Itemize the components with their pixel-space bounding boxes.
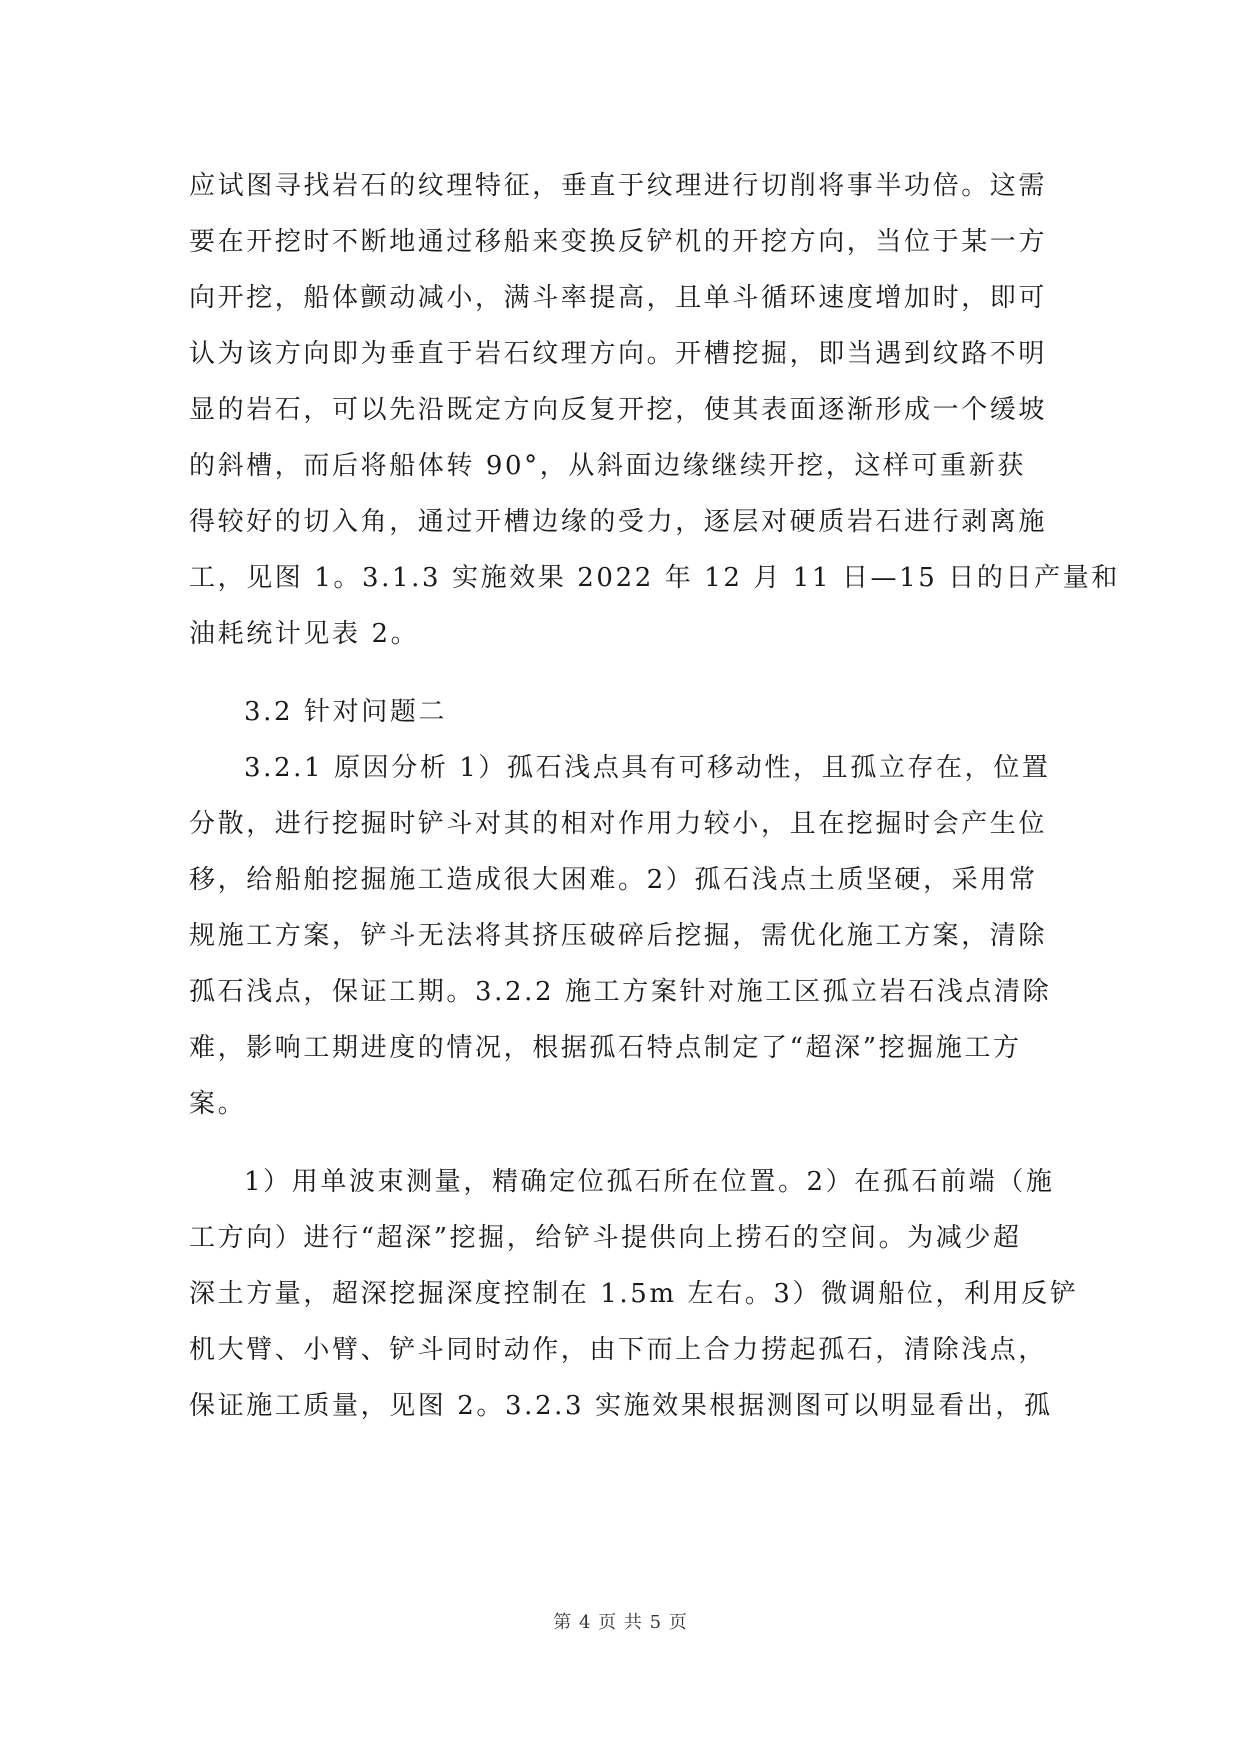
- text-line: 规施工方案，铲斗无法将其挤压破碎后挖掘，需优化施工方案，清除: [189, 921, 1048, 951]
- text-line: 3.2.1 原因分析 1）孤石浅点具有可移动性，且孤立存在，位置: [244, 753, 1051, 783]
- text-line: 移，给船舶挖掘施工造成很大困难。2）孤石浅点土质坚硬，采用常: [189, 865, 1038, 895]
- section-heading-3-2: [189, 684, 1051, 740]
- text-line: 孤石浅点，保证工期。3.2.2 施工方案针对施工区孤立岩石浅点清除: [189, 977, 1052, 1007]
- text-line: 分散，进行挖掘时铲斗对其的相对作用力较小，且在挖掘时会产生位: [189, 809, 1048, 839]
- text-line: 得较好的切入角，通过开槽边缘的受力，逐层对硬质岩石进行剥离施: [189, 507, 1048, 537]
- text-line: 机大臂、小臂、铲斗同时动作，由下而上合力捞起孤石，清除浅点，: [189, 1335, 1048, 1365]
- text-line: 1）用单波束测量，精确定位孤石所在位置。2）在孤石前端（施: [244, 1167, 1055, 1197]
- text-line: 工，见图 1。3.1.3 实施效果 2022 年 12 月 11 日—15 日的日产量和: [189, 563, 1120, 593]
- text-line: 认为该方向即为垂直于岩石纹理方向。开槽挖掘，即当遇到纹路不明: [189, 339, 1048, 369]
- section-heading-text: 3.2 针对问题二: [244, 697, 448, 727]
- text-line: 油耗统计见表 2。: [189, 619, 420, 649]
- text-line: 向开挖，船体颤动减小，满斗率提高，且单斗循环速度增加时，即可: [189, 283, 1048, 313]
- paragraph-cause-analysis: [189, 740, 1051, 1132]
- text-line: 工方向）进行“超深”挖掘，给铲斗提供向上捞石的空间。为减少超: [189, 1223, 1022, 1253]
- text-line: 应试图寻找岩石的纹理特征，垂直于纹理进行切削将事半功倍。这需: [189, 171, 1048, 201]
- text-line: 保证施工质量，见图 2。3.2.3 实施效果根据测图可以明显看出，孤: [189, 1391, 1053, 1421]
- text-line: 难，影响工期进度的情况，根据孤石特点制定了“超深”挖掘施工方: [189, 1033, 1022, 1063]
- paragraph-texture-cutting: [189, 158, 1120, 662]
- paragraph-construction-steps: [189, 1154, 1079, 1434]
- document-body: [189, 158, 1120, 1434]
- page-number-footer: 第 4 页 共 5 页: [553, 1612, 688, 1633]
- text-line: 的斜槽，而后将船体转 90°，从斜面边缘继续开挖，这样可重新获: [189, 451, 1026, 481]
- text-line: 深土方量，超深挖掘深度控制在 1.5m 左右。3）微调船位，利用反铲: [189, 1279, 1079, 1309]
- text-line: 要在开挖时不断地通过移船来变换反铲机的开挖方向，当位于某一方: [189, 227, 1048, 257]
- text-line: 显的岩石，可以先沿既定方向反复开挖，使其表面逐渐形成一个缓坡: [189, 395, 1048, 425]
- text-line: 案。: [189, 1089, 247, 1119]
